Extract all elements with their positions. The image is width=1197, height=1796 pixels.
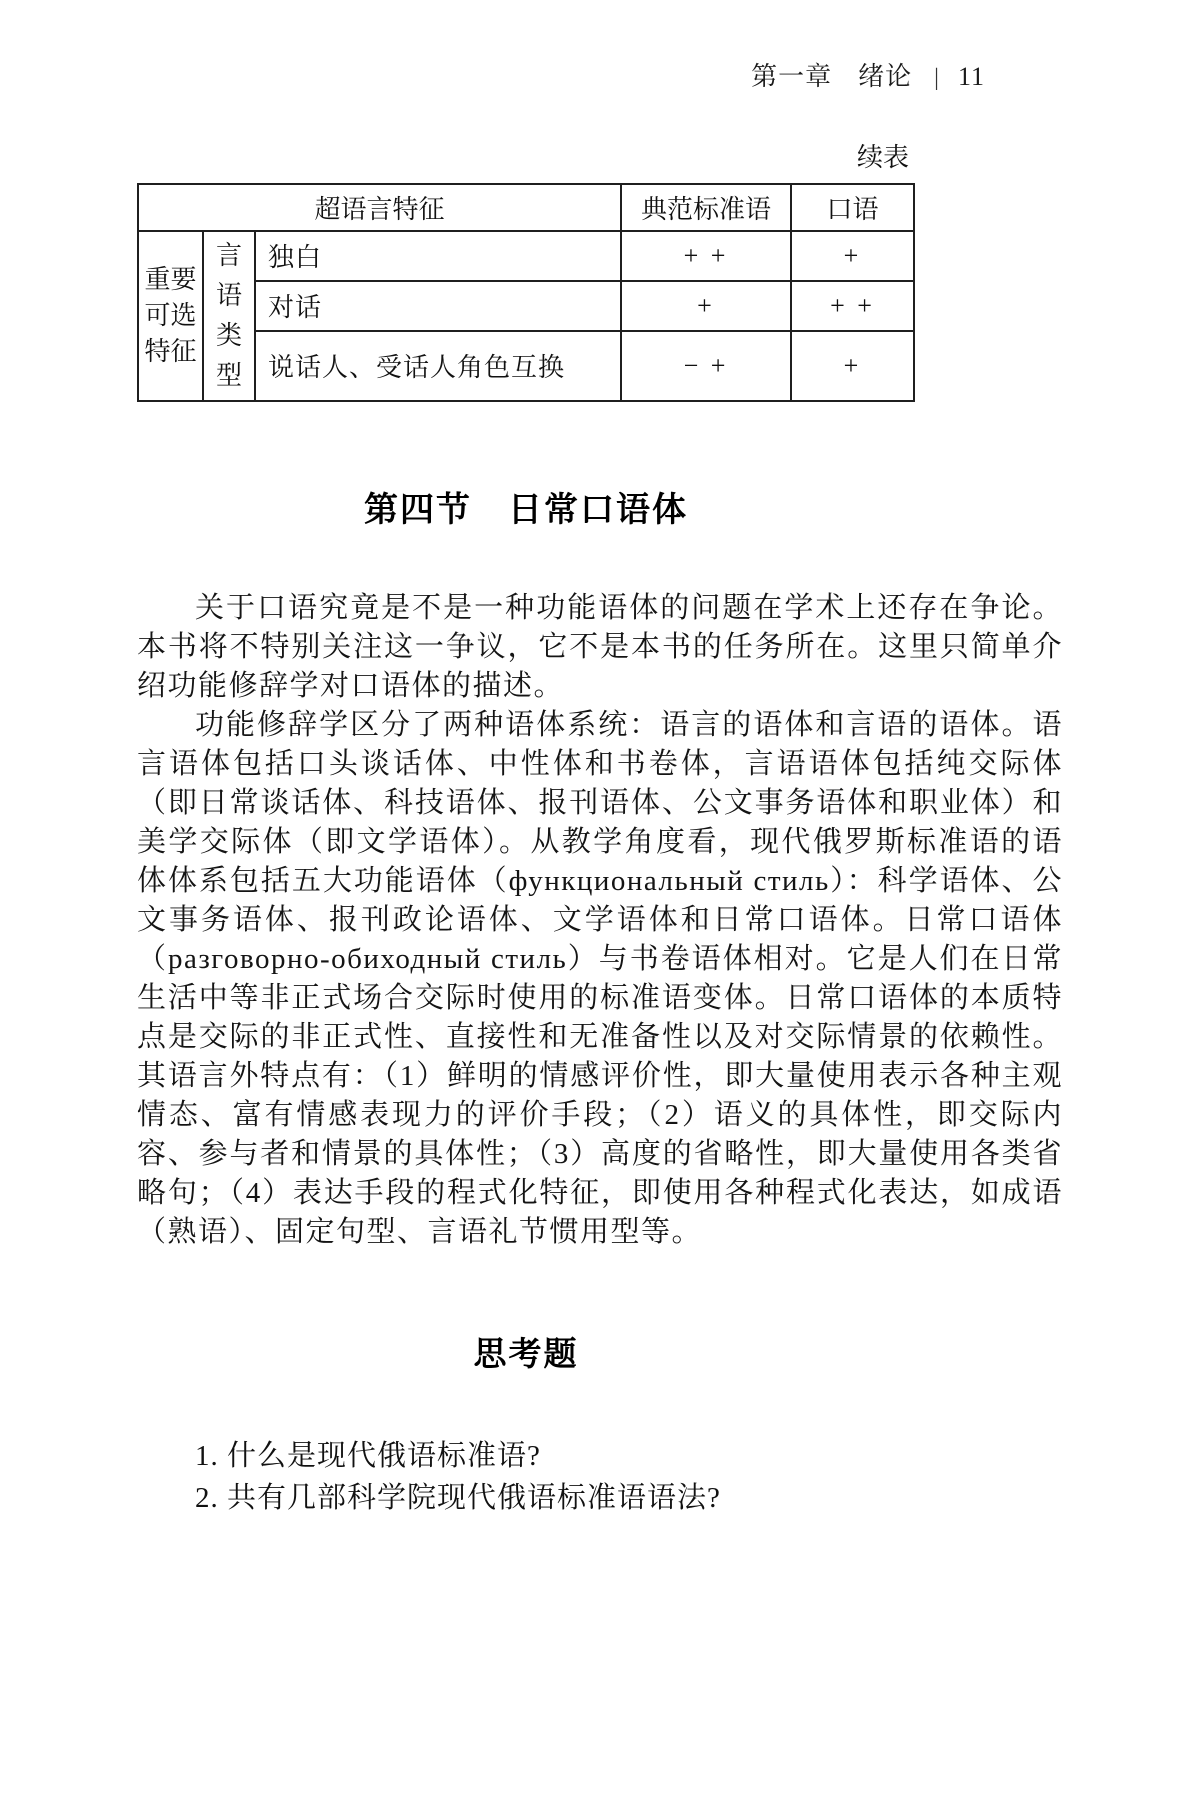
questions-list	[137, 1435, 1063, 1519]
colloquial-mark-cell: +	[791, 331, 914, 401]
feature-cell-monologue: 独白	[255, 231, 621, 281]
standard-mark-cell: +	[621, 281, 791, 331]
col-header-standard-language: 典范标准语	[621, 184, 791, 231]
question-item: 2. 共有几部科学院现代俄语标准语语法?	[195, 1482, 721, 1514]
section-title: 第四节 日常口语体	[364, 491, 688, 529]
colloquial-mark-cell: +	[791, 231, 914, 281]
col-header-superlinguistic-features: 超语言特征	[138, 184, 621, 231]
row-group-label-cell	[138, 231, 203, 401]
table-header-row	[138, 184, 914, 231]
feature-cell-role-exchange: 说话人、受话人角色互换	[255, 331, 621, 401]
row-subgroup-label-cell	[203, 231, 255, 401]
feature-cell-dialogue: 对话	[255, 281, 621, 331]
questions-heading-wrap	[137, 1328, 915, 1375]
row-group-label: 重要可选特征	[144, 265, 197, 366]
chapter-section-label: 绪论	[858, 62, 913, 91]
standard-mark-cell: − +	[621, 331, 791, 401]
header-divider: |	[934, 65, 940, 91]
chapter-label: 第一章	[751, 62, 833, 91]
body-text	[137, 589, 1063, 1252]
table-row	[138, 281, 914, 331]
section-heading-wrap	[137, 482, 915, 531]
colloquial-mark-cell: + +	[791, 281, 914, 331]
questions-title: 思考题	[473, 1335, 579, 1372]
page-header	[137, 56, 1063, 93]
linguistic-features-table	[137, 183, 915, 402]
standard-mark-cell: + +	[621, 231, 791, 281]
row-subgroup-label: 言语类型	[216, 241, 243, 390]
paragraph-intro: 关于口语究竟是不是一种功能语体的问题在学术上还存在争论。本书将不特别关注这一争议，它不是本书的任务所在。这里只简单介绍功能修辞学对口语体的描述。	[137, 592, 1063, 702]
page-number: 11	[957, 62, 985, 91]
question-item: 1. 什么是现代俄语标准语?	[195, 1440, 541, 1472]
table-continued-caption: 续表	[856, 143, 909, 172]
paragraph-functional-stylistics: 功能修辞学区分了两种语体系统：语言的语体和言语的语体。语言语体包括口头谈话体、中性体和书卷体，言语语体包括纯交际体（即日常谈话体、科技语体、报刊语体、公文事务语体和职业体）和美学交际体（即文学语体）。从教学角度看，现代俄罗斯标准语的语体体系包括五大功能语体（функциональный стиль）：科学语体、公文事务语体、报刊政论语体、文学语体和日常口语体。日常口语体（разговорно-обиходный стиль）与书卷语体相对。它是人们在日常生活中等非正式场合交际时使用的标准语变体。日常口语体的本质特点是交际的非正式性、直接性和无准备性以及对交际情景的依赖性。其语言外特点有：（1）鲜明的情感评价性，即大量使用表示各种主观情态、富有情感表现力的评价手段；（2）语义的具体性，即交际内容、参与者和情景的具体性；（3）高度的省略性，即大量使用各类省略句；（4）表达手段的程式化特征，即使用各种程式化表达，如成语（熟语）、固定句型、言语礼节惯用型等。	[137, 709, 1063, 1248]
table-row	[138, 331, 914, 401]
table-row	[138, 231, 914, 281]
col-header-colloquial: 口语	[791, 184, 914, 231]
